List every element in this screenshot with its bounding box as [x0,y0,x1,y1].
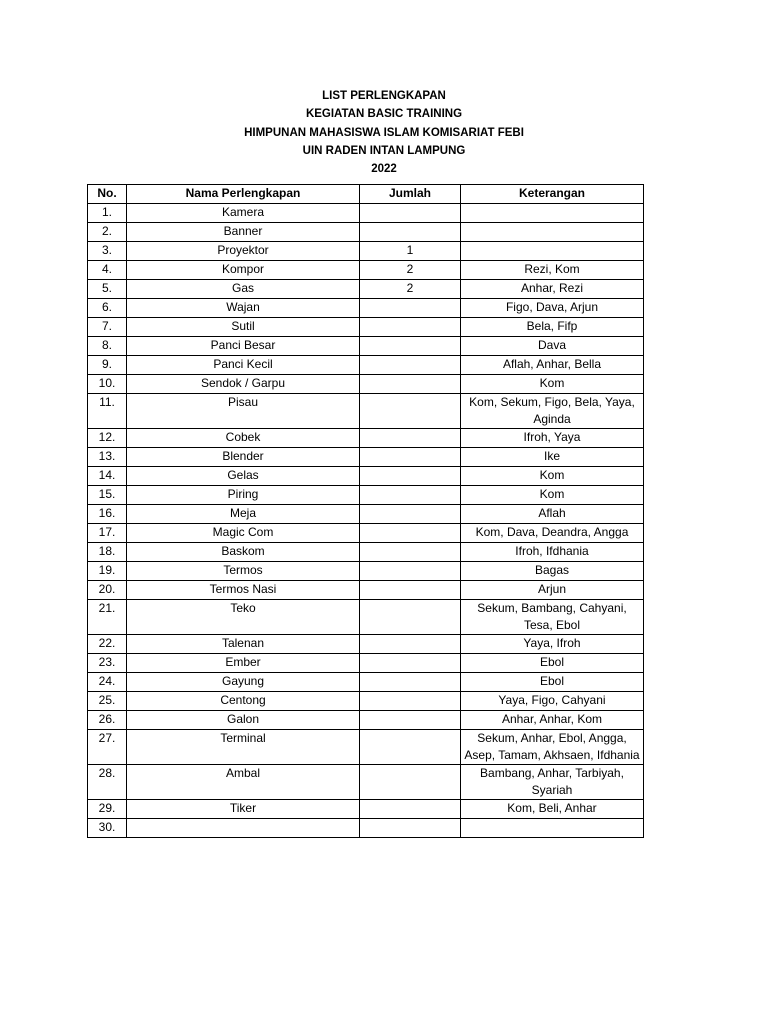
cell-nama-perlengkapan: Panci Besar [127,337,360,356]
cell-no: 29. [88,800,127,819]
table-row [88,692,644,711]
cell-nama-perlengkapan [127,819,360,838]
cell-no: 18. [88,543,127,562]
cell-nama-perlengkapan: Sutil [127,318,360,337]
cell-no: 6. [88,299,127,318]
cell-jumlah [360,562,461,581]
table-header [88,185,644,204]
cell-no: 21. [88,600,127,635]
cell-no: 22. [88,635,127,654]
table-row [88,730,644,765]
cell-keterangan: Kom, Sekum, Figo, Bela, Yaya, Aginda [461,394,644,429]
cell-no: 14. [88,467,127,486]
cell-jumlah [360,711,461,730]
cell-jumlah [360,394,461,429]
cell-jumlah [360,600,461,635]
cell-keterangan: Kom, Beli, Anhar [461,800,644,819]
cell-jumlah: 1 [360,242,461,261]
cell-keterangan: Bambang, Anhar, Tarbiyah, Syariah [461,765,644,800]
table-body [88,204,644,838]
cell-jumlah [360,429,461,448]
cell-no: 16. [88,505,127,524]
cell-nama-perlengkapan: Ambal [127,765,360,800]
table-row [88,356,644,375]
header-event: KEGIATAN BASIC TRAINING [305,108,463,121]
cell-jumlah [360,673,461,692]
cell-nama-perlengkapan: Meja [127,505,360,524]
cell-nama-perlengkapan: Galon [127,711,360,730]
cell-no: 13. [88,448,127,467]
cell-nama-perlengkapan: Teko [127,600,360,635]
table-row [88,765,644,800]
cell-no: 12. [88,429,127,448]
table-row [88,581,644,600]
cell-keterangan: Rezi, Kom [461,261,644,280]
table-row [88,800,644,819]
cell-jumlah [360,800,461,819]
cell-no: 4. [88,261,127,280]
cell-keterangan: Yaya, Ifroh [461,635,644,654]
cell-keterangan: Ebol [461,673,644,692]
cell-keterangan: Bagas [461,562,644,581]
table-row [88,600,644,635]
cell-nama-perlengkapan: Gelas [127,467,360,486]
cell-nama-perlengkapan: Baskom [127,543,360,562]
cell-nama-perlengkapan: Magic Com [127,524,360,543]
cell-jumlah [360,448,461,467]
cell-no: 23. [88,654,127,673]
cell-no: 5. [88,280,127,299]
table-row [88,635,644,654]
header-title: LIST PERLENGKAPAN [322,90,446,102]
table-row [88,654,644,673]
cell-no: 19. [88,562,127,581]
cell-no: 8. [88,337,127,356]
cell-jumlah [360,318,461,337]
cell-keterangan: Sekum, Bambang, Cahyani, Tesa, Ebol [461,600,644,635]
cell-no: 2. [88,223,127,242]
table-row [88,204,644,223]
cell-keterangan [461,242,644,261]
table-row [88,242,644,261]
cell-jumlah [360,375,461,394]
header-university: UIN RADEN INTAN LAMPUNG [302,144,466,157]
cell-keterangan: Sekum, Anhar, Ebol, Angga, Asep, Tamam, Akhsaen, Ifdhania [461,730,644,765]
cell-jumlah [360,204,461,223]
cell-no: 10. [88,375,127,394]
document-header [0,87,768,178]
cell-jumlah: 2 [360,280,461,299]
cell-jumlah [360,486,461,505]
cell-keterangan: Kom [461,467,644,486]
cell-no: 25. [88,692,127,711]
cell-nama-perlengkapan: Termos Nasi [127,581,360,600]
cell-jumlah [360,299,461,318]
cell-jumlah [360,467,461,486]
cell-keterangan: Ebol [461,654,644,673]
cell-no: 20. [88,581,127,600]
cell-keterangan: Ifroh, Ifdhania [461,543,644,562]
column-header-no: No. [88,185,127,204]
table-row [88,486,644,505]
cell-no: 15. [88,486,127,505]
cell-jumlah [360,581,461,600]
cell-jumlah [360,635,461,654]
cell-jumlah [360,356,461,375]
cell-keterangan: Aflah [461,505,644,524]
table-row [88,318,644,337]
table-row [88,280,644,299]
cell-keterangan [461,819,644,838]
cell-nama-perlengkapan: Banner [127,223,360,242]
cell-keterangan: Dava [461,337,644,356]
cell-keterangan: Anhar, Anhar, Kom [461,711,644,730]
table-row [88,524,644,543]
cell-nama-perlengkapan: Tiker [127,800,360,819]
cell-keterangan: Aflah, Anhar, Bella [461,356,644,375]
table-row [88,223,644,242]
table-row [88,673,644,692]
cell-jumlah [360,654,461,673]
cell-keterangan: Yaya, Figo, Cahyani [461,692,644,711]
cell-nama-perlengkapan: Gayung [127,673,360,692]
cell-jumlah [360,223,461,242]
cell-no: 3. [88,242,127,261]
header-organization: HIMPUNAN MAHASISWA ISLAM KOMISARIAT FEBI [244,126,524,139]
cell-jumlah [360,337,461,356]
table-row [88,819,644,838]
table-row [88,543,644,562]
table-row [88,429,644,448]
cell-jumlah [360,765,461,800]
table-row [88,299,644,318]
cell-nama-perlengkapan: Sendok / Garpu [127,375,360,394]
cell-keterangan [461,204,644,223]
cell-no: 11. [88,394,127,429]
cell-no: 30. [88,819,127,838]
cell-nama-perlengkapan: Pisau [127,394,360,429]
cell-keterangan [461,223,644,242]
header-year: 2022 [371,163,397,176]
cell-no: 7. [88,318,127,337]
cell-nama-perlengkapan: Terminal [127,730,360,765]
cell-nama-perlengkapan: Panci Kecil [127,356,360,375]
cell-nama-perlengkapan: Kamera [127,204,360,223]
cell-jumlah [360,730,461,765]
table-header-row [88,185,644,204]
cell-nama-perlengkapan: Ember [127,654,360,673]
equipment-table [87,184,644,838]
cell-nama-perlengkapan: Centong [127,692,360,711]
cell-nama-perlengkapan: Piring [127,486,360,505]
cell-no: 24. [88,673,127,692]
cell-nama-perlengkapan: Wajan [127,299,360,318]
cell-no: 9. [88,356,127,375]
table-row [88,711,644,730]
cell-keterangan: Kom, Dava, Deandra, Angga [461,524,644,543]
cell-keterangan: Ifroh, Yaya [461,429,644,448]
table-row [88,337,644,356]
table-row [88,448,644,467]
cell-jumlah [360,692,461,711]
table-row [88,467,644,486]
cell-keterangan: Kom [461,375,644,394]
cell-nama-perlengkapan: Gas [127,280,360,299]
cell-no: 1. [88,204,127,223]
cell-jumlah: 2 [360,261,461,280]
cell-keterangan: Kom [461,486,644,505]
cell-keterangan: Ike [461,448,644,467]
cell-no: 28. [88,765,127,800]
cell-nama-perlengkapan: Cobek [127,429,360,448]
table-row [88,394,644,429]
table-row [88,261,644,280]
cell-nama-perlengkapan: Proyektor [127,242,360,261]
cell-nama-perlengkapan: Termos [127,562,360,581]
column-header-nama: Nama Perlengkapan [127,185,360,204]
column-header-keterangan: Keterangan [461,185,644,204]
cell-keterangan: Bela, Fifp [461,318,644,337]
cell-jumlah [360,819,461,838]
cell-jumlah [360,505,461,524]
cell-nama-perlengkapan: Kompor [127,261,360,280]
cell-jumlah [360,543,461,562]
table-row [88,562,644,581]
cell-no: 26. [88,711,127,730]
cell-jumlah [360,524,461,543]
cell-nama-perlengkapan: Talenan [127,635,360,654]
table-row [88,375,644,394]
cell-keterangan: Figo, Dava, Arjun [461,299,644,318]
column-header-jumlah: Jumlah [360,185,461,204]
cell-keterangan: Anhar, Rezi [461,280,644,299]
cell-no: 17. [88,524,127,543]
cell-no: 27. [88,730,127,765]
cell-nama-perlengkapan: Blender [127,448,360,467]
cell-keterangan: Arjun [461,581,644,600]
table-row [88,505,644,524]
